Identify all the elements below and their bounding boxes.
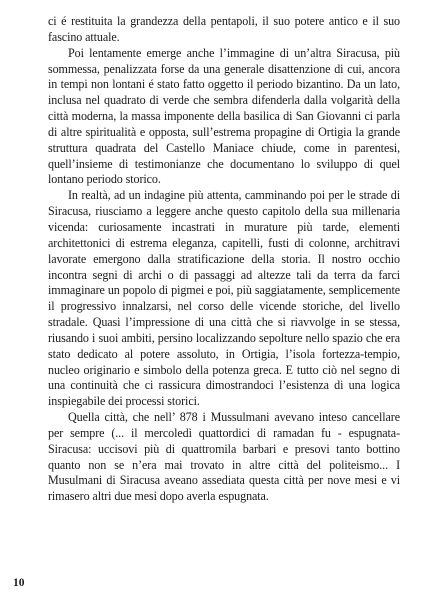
paragraph-1: ci é restituita la grandezza della pentapoli, il suo potere antico e il suo fascino attuale.	[48, 14, 400, 44]
paragraph-2: Poi lentamente emerge anche l’immagine di un’altra Siracusa, più sommessa, penalizzata forse da una generale disattenzione di cui, ancora in tempi non lontani é stato fatto oggetto il periodo bizantino. Da un lato, inclusa nel quadrato di verde che sembra difenderla dalla volgarità della città moderna, la massa imponente della basilica di San Giovanni ci parla di altre spiritualità e opposta, sull’estrema propagine di Ortigia la grande struttura quadrata del Castello Maniace chiude, come in parentesi, quell’insieme di testimonianze che documentano lo sviluppo di quel lontano periodo storico.	[48, 45, 400, 187]
paragraph-3: In realtà, ad un indagine più attenta, camminando poi per le strade di Siracusa, riusciamo a leggere anche questo capitolo della sua millenaria vicenda: curiosamente incastrati in murature più tarde, elementi architettonici di estrema eleganza, capitelli, fusti di colonne, architravi lavorate emergono dalla stratificazione della storia. Il nostro occhio incontra segni di archi o di passaggi ad altezze tali da terra da farci immaginare un popolo di pigmei e poi, più saggiatamente, semplicemente il progressivo innalzarsi, nel corso delle vicende storiche, del livello stradale. Quasi l’impressione di una città che si riavvolge in se stessa, riusando i suoi ambiti, persino localizzando sepolture nello spazio che era stato dedicato al potere assoluto, in Ortigia, l’isola fortezza-tempio, nucleo originario e simbolo della potenza greca. E tutto ciò nel segno di una continuità che ci rassicura dimostrandoci l’esistenza di una logica inspiegabile dei processi storici.	[48, 188, 400, 409]
body-text	[48, 14, 400, 505]
paragraph-4: Quella città, che nell’ 878 i Mussulmani avevano inteso cancellare per sempre (... il mercoledì quattordici di ramadan fu - espugnata- Siracusa: uccisovi più di quattromila barbari e presovi tanto bottino quanto non se n’era mai trovato in altre città del politeismo... I Musulmani di Siracusa aveano assediata questa città per nove mesi e vi rimasero altri due mesi dopo averla espugnata.	[48, 410, 400, 504]
page-number: 10	[13, 577, 25, 589]
